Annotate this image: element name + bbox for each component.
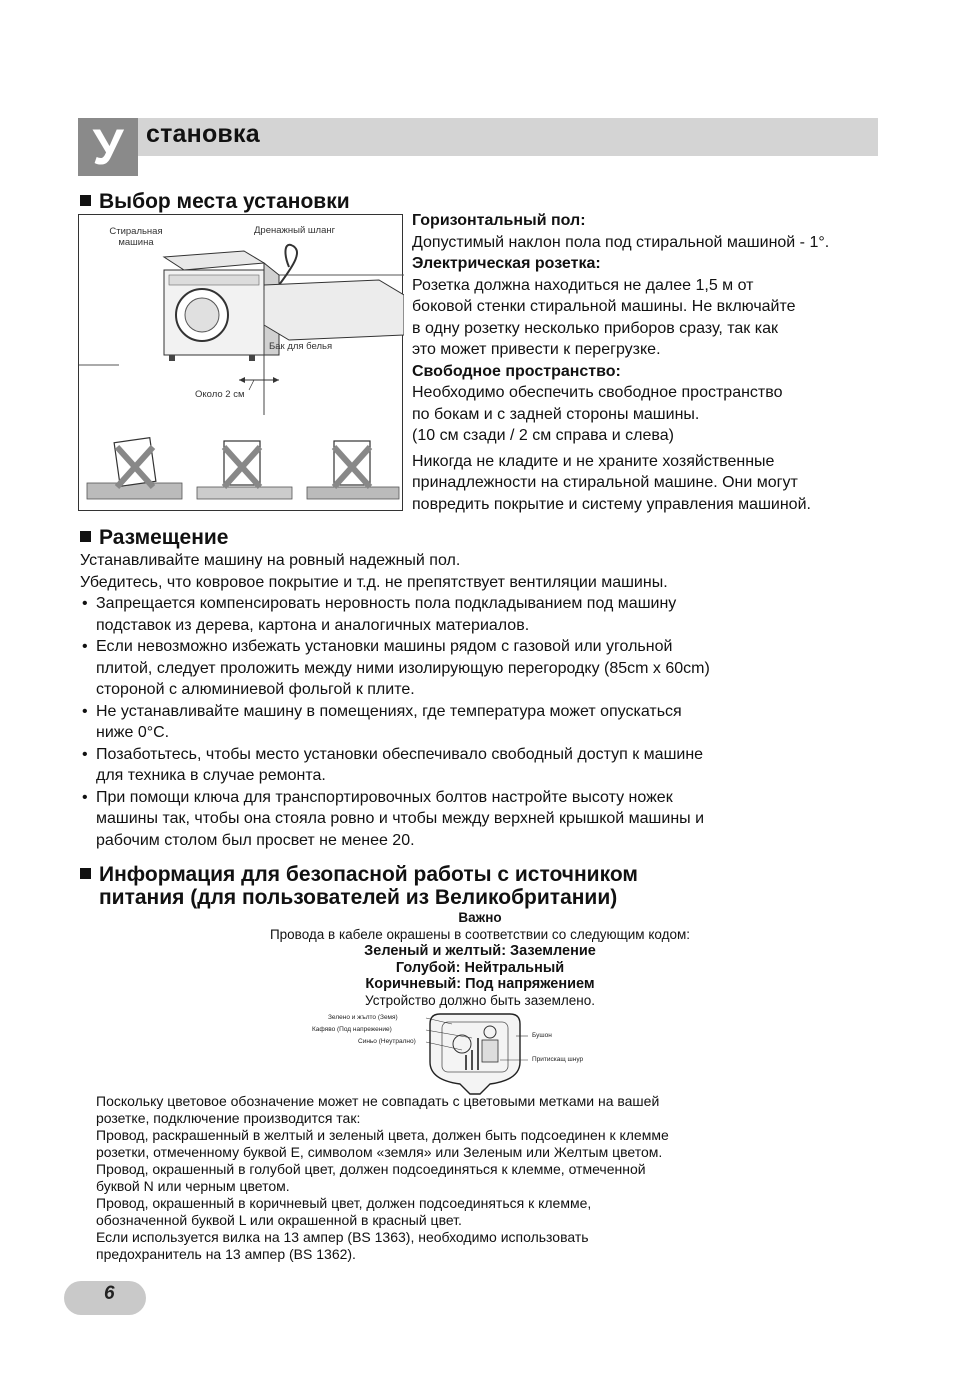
plug-label-cord-grip: Притискащ шнур bbox=[532, 1056, 584, 1063]
space-heading: Свободное пространство: bbox=[412, 362, 621, 380]
warning-panel-2 bbox=[197, 441, 292, 499]
code-brown: Коричневый: Под напряжением bbox=[365, 976, 595, 992]
page-number: 6 bbox=[104, 1283, 115, 1304]
code-green-yellow: Зеленый и желтый: Заземление bbox=[364, 943, 596, 959]
instruction-line: Провод, окрашенный в голубой цвет, должен подсоединяться к клемме, отмеченной bbox=[96, 1161, 646, 1177]
warning-text-3: повредить покрытие и систему управления машиной. bbox=[412, 495, 811, 513]
section-title-text: Выбор места установки bbox=[99, 190, 350, 213]
list-item bbox=[80, 701, 880, 744]
plug-label-fuse: Бушон bbox=[532, 1032, 552, 1039]
section-title-power-safety bbox=[80, 863, 638, 909]
socket-text-1: Розетка должна находиться не далее 1,5 м от bbox=[412, 276, 754, 294]
warning-panel-1 bbox=[87, 438, 182, 499]
floor-heading: Горизонтальный пол: bbox=[412, 212, 586, 229]
section-title-text: Размещение bbox=[99, 526, 229, 549]
bullet-text: • Если невозможно избежать установки машины рядом с газовой или угольной bbox=[96, 638, 673, 655]
placement-bullets bbox=[80, 593, 880, 851]
plug-label-green-yellow: Зелено и жълто (Земя) bbox=[328, 1014, 398, 1021]
space-text-2: по бокам и с задней стороны машины. bbox=[412, 405, 700, 423]
bullet-text: рабочим столом был просвет не менее 20. bbox=[96, 831, 415, 849]
plug-illustration bbox=[330, 1010, 630, 1096]
important-label: Важно bbox=[458, 910, 502, 925]
label-washing-machine: Стиральная машина bbox=[109, 226, 163, 248]
socket-text-3: в одну розетку несколько приборов сразу, так как bbox=[412, 319, 778, 337]
instruction-line: розетке, подключение производится так: bbox=[96, 1110, 361, 1126]
section-title-text-line-2: питания (для пользователей из Великобритании) bbox=[99, 886, 618, 909]
page-title: становка bbox=[146, 120, 260, 148]
code-blue: Голубой: Нейтральный bbox=[395, 959, 565, 976]
earth-note: Устройство должно быть заземлено. bbox=[365, 992, 595, 1008]
list-item bbox=[80, 593, 880, 636]
instruction-line: Если используется вилка на 13 ампер (BS 1363), необходимо использовать bbox=[96, 1229, 589, 1245]
bullet-text: ниже 0°C. bbox=[96, 724, 170, 741]
placement-line-1: Устанавливайте машину на ровный надежный пол. bbox=[80, 552, 461, 569]
instruction-line: предохранитель на 13 ампер (BS 1362). bbox=[96, 1246, 356, 1262]
section-title-placement bbox=[80, 526, 228, 550]
bullet-text: • Позаботьтесь, чтобы место установки обеспечивало свободный доступ к машине bbox=[96, 745, 704, 763]
warning-panel-3 bbox=[307, 441, 399, 499]
bullet-text: плитой, следует проложить между ними изолирующую перегородку (85cm x 60cm) bbox=[96, 659, 710, 677]
wires-intro: Провода в кабеле окрашены в соответствии со следующим кодом: bbox=[269, 926, 691, 942]
label-drain-hose: Дренажный шланг bbox=[254, 225, 336, 236]
bullet-text: машины так, чтобы она стояла ровно и чтобы между верхней крышкой машины и bbox=[96, 810, 705, 827]
bullet-text: для техника в случае ремонта. bbox=[96, 767, 326, 784]
bullet-text: • Не устанавливайте машину в помещениях, где температура может опускаться bbox=[96, 702, 682, 720]
bullet-text: • При помощи ключа для транспортировочных болтов настройте высоту ножек bbox=[96, 788, 673, 806]
label-gap: Около 2 см bbox=[195, 389, 245, 400]
space-text-1: Необходимо обеспечить свободное пространство bbox=[412, 384, 783, 401]
instruction-line: обозначенной буквой L или окрашенной в красный цвет. bbox=[96, 1212, 462, 1228]
instruction-line: буквой N или черным цветом. bbox=[96, 1178, 290, 1194]
square-bullet-icon bbox=[80, 868, 91, 879]
placement-text bbox=[80, 550, 880, 851]
bullet-text: подставок из дерева, картона и аналогичных материалов. bbox=[96, 616, 530, 634]
header-initial-letter: У bbox=[78, 118, 138, 176]
plug-diagram bbox=[312, 1010, 630, 1096]
plug-label-blue: Синьо (Неутрално) bbox=[358, 1038, 416, 1045]
list-item bbox=[80, 636, 880, 701]
section-title-place-choice bbox=[80, 190, 350, 214]
instruction-line: розетки, отмеченному буквой E, символом «земля» или Зеленым или Желтым цветом. bbox=[96, 1144, 663, 1160]
requirements-column bbox=[412, 210, 890, 515]
instruction-line: Поскольку цветовое обозначение может не совпадать с цветовыми метками на вашей bbox=[96, 1093, 660, 1109]
warning-text-2: принадлежности на стиральной машине. Они могут bbox=[412, 474, 798, 491]
instruction-line: Провод, раскрашенный в желтый и зеленый цвета, должен быть подсоединен к клемме bbox=[96, 1127, 669, 1143]
label-tub: Бак для белья bbox=[269, 341, 333, 352]
placement-line-2: Убедитесь, что ковровое покрытие и т.д. не препятствует вентиляции машины. bbox=[80, 573, 668, 591]
bullet-text: • Запрещается компенсировать неровность пола подкладыванием под машину bbox=[96, 595, 677, 612]
socket-heading: Электрическая розетка: bbox=[412, 255, 601, 272]
wire-color-code bbox=[200, 910, 760, 1009]
connection-instructions bbox=[96, 1093, 876, 1263]
floor-text: Допустимый наклон пола под стиральной машиной - 1°. bbox=[412, 233, 830, 251]
warning-text-1: Никогда не кладите и не храните хозяйственные bbox=[412, 452, 775, 470]
plug-label-brown: Кафяво (Под напрежение) bbox=[312, 1026, 392, 1033]
bullet-text: стороной с алюминиевой фольгой к плите. bbox=[96, 681, 415, 698]
socket-text-2: боковой стенки стиральной машины. Не включайте bbox=[412, 298, 796, 315]
instruction-line: Провод, окрашенный в коричневый цвет, должен подсоединяться к клемме, bbox=[96, 1195, 592, 1211]
socket-text-4: это может привести к перегрузке. bbox=[412, 341, 661, 358]
section-title-text: Информация для безопасной работы с источником bbox=[99, 863, 638, 886]
square-bullet-icon bbox=[80, 531, 91, 542]
space-text-3: (10 см сзади / 2 см справа и слева) bbox=[412, 427, 674, 444]
installation-figure bbox=[78, 214, 403, 511]
square-bullet-icon bbox=[80, 195, 91, 206]
list-item bbox=[80, 744, 880, 787]
list-item bbox=[80, 787, 880, 852]
installation-illustration bbox=[79, 215, 404, 512]
